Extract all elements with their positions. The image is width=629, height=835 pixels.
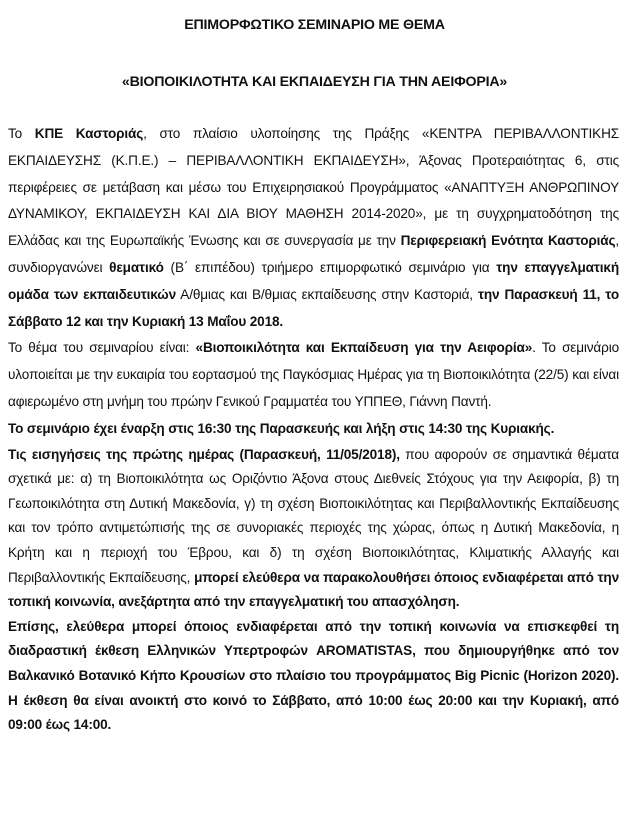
paragraph-first-day [8, 443, 619, 615]
text-segment: . Το σεμινάριο υλοποιείται με την ευκαιρία του εορτασμού της Παγκόσμιας Ημέρας για τη Βιοποικιλότητα (22/5) και είναι αφιερωμένο στη μνήμη του πρώην Γενικού Γραμματέα του ΥΠΠΕΘ, Γιάννη Παντή. [8, 340, 619, 409]
organizer-name: ΚΠΕ Καστοριάς [34, 126, 144, 141]
document-title: ΕΠΙΜΟΡΦΩΤΙΚΟ ΣΕΜΙΝΑΡΙΟ ΜΕ ΘΕΜΑ [184, 17, 445, 33]
paragraph-schedule [8, 416, 619, 443]
seminar-dates: την Παρασκευή 11, το Σάββατο 12 και την Κυριακή 13 Μαΐου 2018. [8, 286, 620, 329]
document-subtitle: «ΒΙΟΠΟΙΚΙΛΟΤΗΤΑ ΚΑΙ ΕΚΠΑΙΔΕΥΣΗ ΓΙΑ ΤΗΝ ΑΕΙΦΟΡΙΑ» [121, 74, 508, 90]
partner-name: Περιφερειακή Ενότητα Καστοριάς [400, 233, 616, 249]
paragraph-exhibition [8, 615, 619, 738]
paragraph-theme [8, 335, 619, 415]
text-segment: Το [8, 126, 35, 141]
text-segment: , στο πλαίσιο υλοποίησης της Πράξης «ΚΕΝΤΡΑ ΠΕΡΙΒΑΛΛΟΝΤΙΚΗΣ ΕΚΠΑΙΔΕΥΣΗΣ (Κ.Π.Ε.) – ΠΕΡΙΒΑΛΛΟΝΤΙΚΗ ΕΚΠΑΙΔΕΥΣΗ», Άξονας Προτεραιότητας 6, στις περιφέρειες σε μετάβαση και μέσω του Επιχειρησιακού Προγράμματος «ΑΝΑΠΤΥΞΗ ΑΝΘΡΩΠΙΝΟΥ ΔΥΝΑΜΙΚΟΥ, ΕΚΠΑΙΔΕΥΣΗ ΚΑΙ ΔΙΑ ΒΙΟΥ ΜΑΘΗΣΗ 2014-2020», με τη συγχρηματοδότηση της Ελλάδας και της Ευρωπαϊκής Ένωσης και σε συνεργασία με την [8, 126, 619, 249]
seminar-schedule: Το σεμινάριο έχει έναρξη στις 16:30 της Παρασκευής και λήξη στις 14:30 της Κυριακής. [8, 420, 555, 436]
target-audience: την επαγγελματική ομάδα των εκπαιδευτικών [8, 259, 619, 302]
text-segment: , συνδιοργανώνει [8, 233, 620, 275]
text-segment: Α/θμιας και Β/θμιας εκπαίδευσης στην Καστοριά, [176, 286, 478, 302]
text-segment: Το θέμα του σεμιναρίου είναι: [8, 340, 196, 356]
text-segment: (Β΄ επιπέδου) τριήμερο επιμορφωτικό σεμινάριο για [163, 259, 497, 275]
seminar-type: θεματικό [109, 259, 164, 275]
first-day-heading: Τις εισηγήσεις της πρώτης ημέρας (Παρασκευή, 11/05/2018), [8, 446, 400, 462]
paragraph-intro [8, 121, 619, 335]
exhibition-info: Επίσης, ελεύθερα μπορεί όποιος ενδιαφέρεται από την τοπική κοινωνία να επισκεφθεί τη διαδραστική έκθεση Ελληνικών Υπερτροφών AROMATISTAS, που δημιουργήθηκε από τον Βαλκανικό Βοτανικό Κήπο Κρουσίων στο πλαίσιο του προγράμματος Big Picnic (Horizon 2020). Η έκθεση θα είναι ανοικτή στο κοινό το Σάββατο, από 10:00 έως 20:00 και την Κυριακή, από 09:00 έως 14:00. [8, 618, 619, 733]
public-access-note: μπορεί ελεύθερα να παρακολουθήσει όποιος ενδιαφέρεται από την τοπική κοινωνία, ανεξάρτητα από την επαγγελματική του απασχόληση. [8, 569, 619, 610]
text-segment: που αφορούν σε σημαντικά θέματα σχετικά με: α) τη Βιοποικιλότητα ως Οριζόντιο Άξονα στους Διεθνείς Στόχους για την Αειφορία, β) τη Γεωποικιλότητα στη Δυτική Μακεδονία, γ) τη σχέση Βιοποικιλότητας και Περιβαλλοντικής Εκπαίδευσης και τον τρόπο αντιμετώπισής της σε συνοριακές περιοχές της χώρας, όπως η Δυτική Μακεδονία, η Κρήτη και η περιοχή του Έβρου, και δ) τη σχέση Βιοποικιλότητας, Κλιματικής Αλλαγής και Περιβαλλοντικής Εκπαίδευσης, [8, 446, 620, 585]
document-body [8, 121, 619, 738]
seminar-theme: «Βιοποικιλότητα και Εκπαίδευση για την Αειφορία» [195, 340, 533, 356]
